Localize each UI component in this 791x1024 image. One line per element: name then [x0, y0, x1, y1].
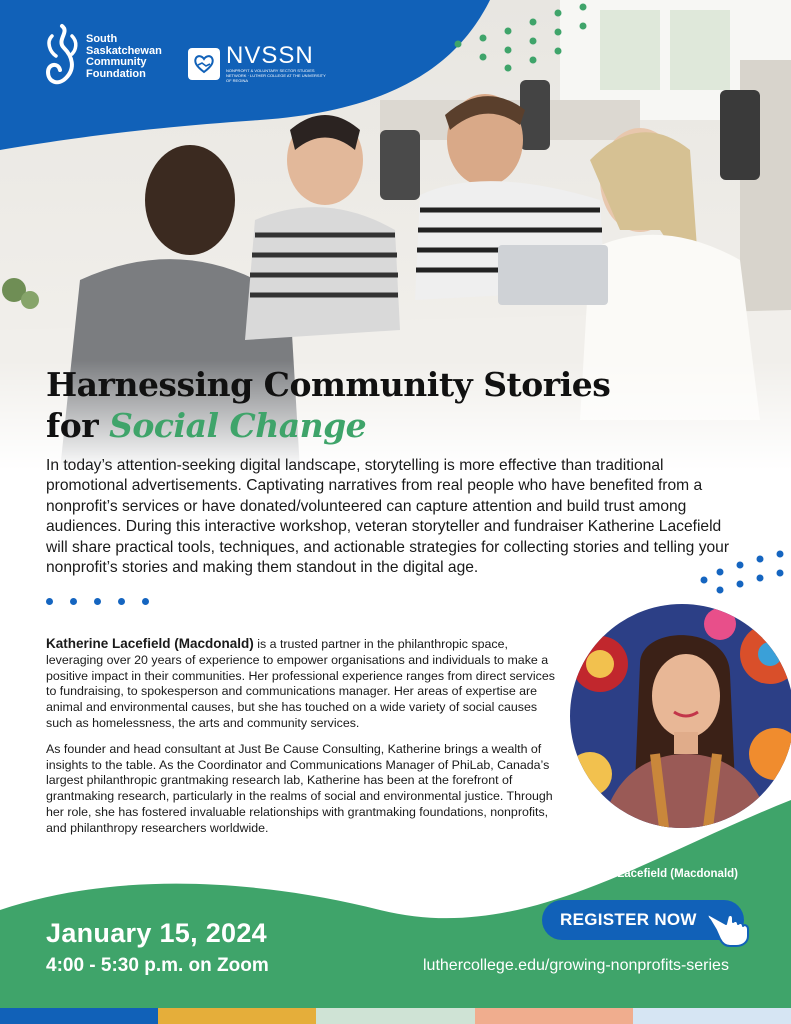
bio-paragraph-1-text: is a trusted partner in the philanthropic space, leveraging over 20 years of experience to empower organisations and individuals to make a positive impact in their communities. Her professional experience ranges from direct services to fundraising, to spokesperson and communications manager. Her areas of expertise are animal and environmental causes, but she has touched on a wide variety of social causes such as homelessness, the arts and community services. — [46, 637, 555, 730]
color-bar-1 — [0, 1008, 158, 1024]
bio-paragraph-2: As founder and head consultant at Just Be Cause Consulting, Katherine brings a wealth of insights to the table. As the Coordinator and Communications Manager of PhiLab, Canada’s largest philanthropic grantmaking research lab, Katherine has been at the forefront of grantmaking research, particularly in the realms of social and environmental justice. Through her role, she has fostered invaluable relationships with grantmaking foundations, nonprofits, and philanthropy researchers worldwide. — [46, 741, 553, 835]
color-bar-3 — [316, 1008, 474, 1024]
color-bar-5 — [633, 1008, 791, 1024]
nvssn-logo-name: NVSSN — [226, 42, 314, 69]
register-button-label: REGISTER NOW — [560, 910, 697, 929]
color-bar-2 — [158, 1008, 316, 1024]
intro-paragraph: In today’s attention-seeking digital landscape, storytelling is more effective than traditional promotional advertisements. Captivating narratives from real people who have benefited from a nonprofit’s services or have donated/volunteered can capture attention and build trust among audiences. During this interactive workshop, veteran storyteller and fundraiser Katherine Lacefield will share practical tools, techniques, and actionable strategies for collecting stories and telling your nonprofit’s stories and making them standout in the digital age. — [46, 457, 730, 577]
page-title — [46, 364, 610, 446]
nvssn-logo-icon — [188, 48, 220, 80]
ssc-logo — [42, 22, 162, 92]
nvssn-logo — [188, 44, 326, 83]
title-line-1: Harnessing Community Stories — [46, 365, 611, 404]
event-time: 4:00 - 5:30 p.m. on Zoom — [46, 955, 269, 976]
bio-paragraph-1 — [46, 636, 556, 732]
footer-color-bars — [0, 1008, 791, 1024]
decorative-dots-top — [440, 0, 600, 80]
title-accent: Social Change — [109, 406, 367, 445]
decorative-dots-right — [700, 548, 791, 598]
event-url[interactable]: luthercollege.edu/growing-nonprofits-series — [423, 957, 729, 974]
event-date: January 15, 2024 — [46, 918, 267, 948]
color-bar-4 — [475, 1008, 633, 1024]
title-line-2 — [46, 405, 610, 446]
speaker-name: Katherine Lacefield (Macdonald) — [46, 636, 254, 651]
ssc-logo-icon — [42, 22, 80, 92]
decorative-dots-row — [46, 598, 149, 605]
speaker-portrait — [566, 600, 791, 832]
title-line-2-prefix: for — [46, 406, 110, 445]
portrait-caption: Katherine Lacefield (Macdonald) — [561, 868, 739, 880]
nvssn-logo-subtitle: NONPROFIT & VOLUNTARY SECTOR STUDIES NETWORK · LUTHER COLLEGE AT THE UNIVERSITY OF REGINA — [226, 68, 326, 83]
pointing-hand-icon — [706, 906, 752, 948]
ssc-logo-text: South Saskatchewan Community Foundation — [86, 33, 162, 80]
